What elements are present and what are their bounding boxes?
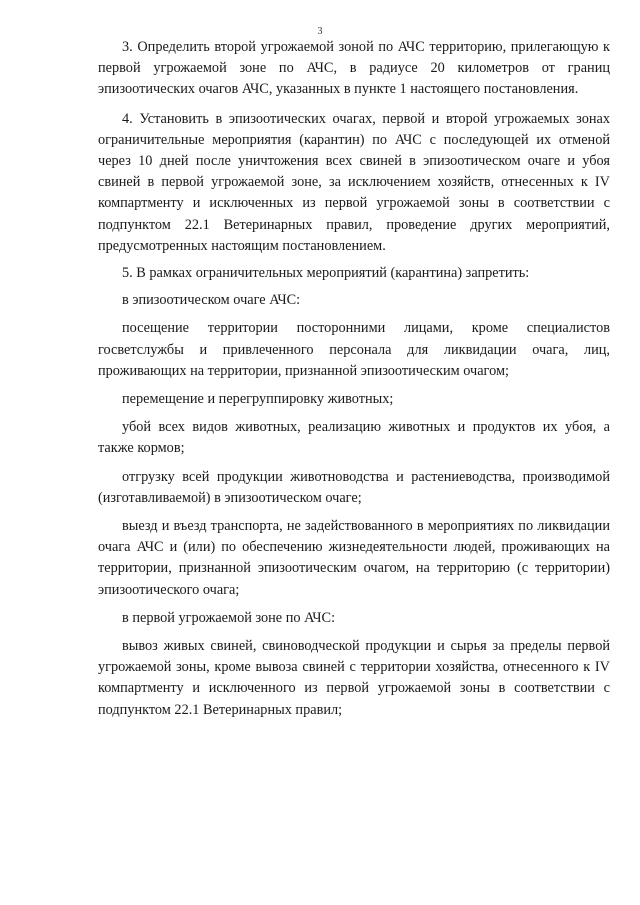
paragraph-slaughter-ban: убой всех видов животных, реализацию животных и продуктов их убоя, а также кормов; — [98, 419, 610, 457]
page-number: 3 — [317, 26, 323, 37]
paragraph-5-prohibitions: 5. В рамках ограничительных мероприятий (карантина) запретить: — [122, 265, 530, 282]
paragraph-visiting-ban: посещение территории посторонними лицами, кроме специалистов госветслужбы и привлеченного персонала для ликвидации очага, лиц, проживающих на территории, признанной эпизоотическим очагом; — [98, 320, 610, 379]
paragraph-export-ban: вывоз живых свиней, свиноводческой продукции и сырья за пределы первой угрожаемой зоны, кроме вывоза свиней с территории хозяйства, отнесенного к IV компартменту и исключенного из первой угрожаемой зоны в соответствии с подпунктом 22.1 Ветеринарных правил; — [98, 638, 610, 718]
paragraph-animal-movement-ban: перемещение и перегруппировку животных; — [122, 391, 394, 408]
paragraph-3-second-threat-zone: 3. Определить второй угрожаемой зоной по АЧС территорию, прилегающую к первой угрожаемой зоне по АЧС, в радиусе 20 километров от границ эпизоотических очагов АЧС, указанных в пункте 1 настоящего постановления. — [98, 39, 610, 98]
paragraph-focus-heading: в эпизоотическом очаге АЧС: — [122, 292, 301, 309]
paragraph-first-zone-heading: в первой угрожаемой зоне по АЧС: — [122, 609, 336, 626]
paragraph-4-quarantine: 4. Установить в эпизоотических очагах, первой и второй угрожаемых зонах ограничительные мероприятия (карантин) по АЧС с последующей их отменой через 10 дней после уничтожения всех свиней в эпизоотическом очаге и убоя свиней в первой угрожаемой зоне, за исключением хозяйств, отнесенных к IV компартменту и исключенных из первой угрожаемой зоны в соответствии с подпунктом 22.1 Ветеринарных правил, проведение других мероприятий, предусмотренных настоящим постановлением. — [98, 110, 610, 254]
paragraph-shipment-ban: отгрузку всей продукции животноводства и растениеводства, производимой (изготавливаемой) в эпизоотическом очаге; — [98, 468, 610, 506]
paragraph-transport-ban: выезд и въезд транспорта, не задействованного в мероприятиях по ликвидации очага АЧС и (или) по обеспечению жизнедеятельности людей, проживающих на территории, признанной эпизоотическим очагом, на территорию (с территории) эпизоотического очага; — [98, 518, 610, 598]
document-body — [98, 37, 610, 721]
